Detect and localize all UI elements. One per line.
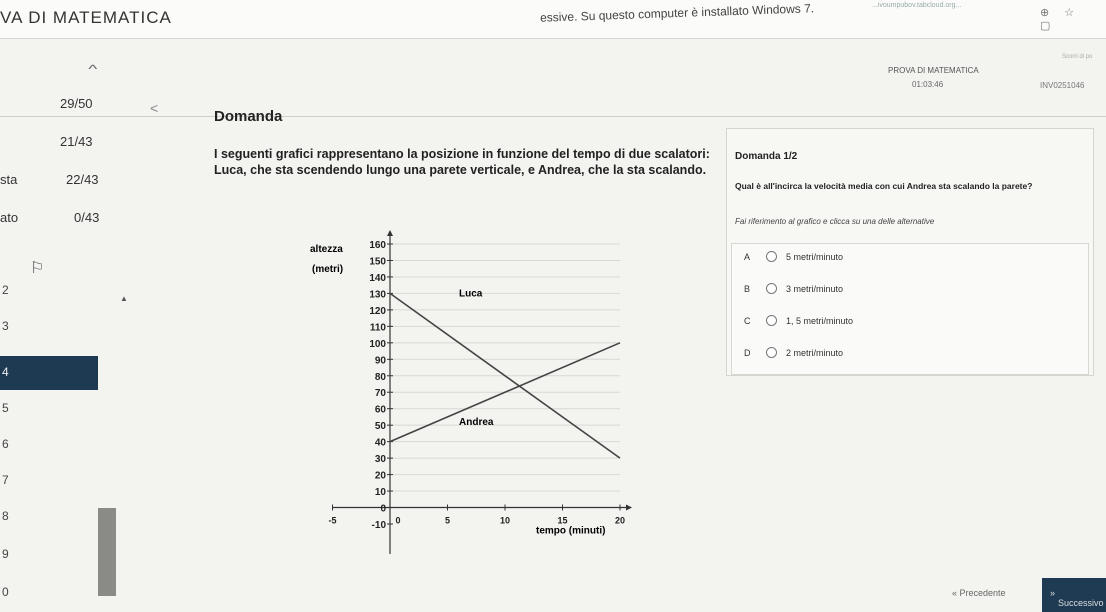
series-label-luca: Luca — [459, 288, 483, 300]
question-nav-item-active[interactable]: 4 — [0, 356, 98, 390]
y-tick-label: 40 — [374, 437, 386, 449]
option-d[interactable]: D 2 metri/minuto — [744, 348, 844, 358]
y-tick-label: 20 — [374, 470, 386, 482]
option-c[interactable]: C 1, 5 metri/minuto — [744, 316, 854, 326]
app-title: VA DI MATEMATICA — [0, 8, 172, 27]
y-tick-label: 0 — [380, 503, 386, 515]
stat-row — [0, 164, 140, 202]
question-area — [200, 100, 720, 610]
position-time-chart — [310, 228, 640, 568]
question-text: I seguenti grafici rappresentano la posizione in funzione del tempo di due scalatori: Luca, che sta scendendo lungo una parete verticale, e Andrea, che la sta scalando. — [214, 147, 710, 177]
chevron-left-icon[interactable]: < — [150, 100, 159, 116]
question-title: Domanda — [214, 108, 283, 125]
y-axis-label: altezza — [310, 244, 343, 255]
x-axis-arrow — [626, 505, 632, 511]
chart-ticks — [328, 240, 625, 531]
x-axis-label: tempo (minuti) — [536, 525, 606, 537]
x-tick-label: 15 — [557, 515, 568, 526]
question-nav-item[interactable]: 8 — [2, 509, 9, 523]
answer-options — [731, 243, 1089, 375]
exam-name: PROVA DI MATEMATICA — [888, 66, 979, 75]
exam-timer: 01:03:46 — [912, 80, 944, 89]
x-tick-label: -5 — [328, 515, 337, 526]
scroll-hint: Scorri di po — [1062, 54, 1093, 60]
y-tick-label: 160 — [369, 240, 386, 251]
series-label-andrea: Andrea — [459, 417, 494, 429]
sidebar-scrollbar[interactable] — [98, 508, 116, 596]
system-notice: essive. Su questo computer è installato Windows 7. — [539, 1, 815, 25]
chevron-up-small-icon[interactable]: ▲ — [120, 294, 128, 303]
exam-user: INV0251046 — [1040, 81, 1085, 90]
stat-row — [0, 88, 140, 126]
y-tick-label: 140 — [369, 272, 386, 284]
radio-icon[interactable] — [766, 347, 777, 358]
y-tick-label: 60 — [374, 404, 386, 416]
x-tick-label: 10 — [499, 515, 511, 526]
radio-icon[interactable] — [766, 251, 777, 262]
y-tick-label: 70 — [374, 388, 386, 400]
y-tick-label: 110 — [369, 322, 386, 334]
stat-row — [0, 202, 140, 240]
y-axis-arrow — [387, 230, 393, 236]
y-tick-label: -10 — [371, 520, 386, 531]
top-bar — [0, 0, 1106, 39]
option-a[interactable]: A 5 metri/minuto — [744, 252, 844, 262]
zoom-icon[interactable]: ⊕ — [1040, 7, 1050, 19]
y-tick-label: 120 — [369, 305, 386, 317]
stat-value: 21/43 — [60, 134, 93, 149]
y-tick-label: 10 — [374, 487, 386, 499]
panel-hint: Fai riferimento al grafico e clicca su una delle alternative — [735, 217, 935, 226]
stat-row — [0, 126, 140, 164]
question-nav-item[interactable]: 7 — [2, 473, 9, 487]
navigation-bar — [720, 578, 1106, 612]
question-nav-item[interactable]: 3 — [2, 319, 9, 333]
y-tick-label: 100 — [369, 338, 386, 350]
option-b[interactable]: B 3 metri/minuto — [744, 284, 844, 294]
sidebar — [0, 88, 140, 612]
next-button[interactable]: » Successivo — [1042, 578, 1106, 612]
stat-label: ato — [0, 210, 19, 225]
stat-value: 29/50 — [60, 96, 93, 111]
previous-button[interactable]: « Precedente — [952, 588, 1006, 598]
stat-label: sta — [0, 172, 18, 187]
chevron-up-icon[interactable]: ^ — [88, 62, 98, 76]
y-tick-label: 50 — [374, 421, 386, 433]
y-axis-label-unit: (metri) — [312, 264, 344, 275]
x-tick-label: 0 — [395, 515, 401, 526]
question-nav-item[interactable]: 9 — [2, 547, 9, 561]
panel-question: Qual è all'incirca la velocità media con cui Andrea sta scalando la parete? — [735, 181, 1033, 191]
star-icon[interactable]: ☆ — [1064, 7, 1075, 19]
panel-title: Domanda 1/2 — [735, 151, 798, 162]
stat-value: 0/43 — [74, 210, 100, 225]
stat-value: 22/43 — [66, 172, 99, 187]
y-tick-label: 30 — [374, 454, 386, 466]
browser-toolbar — [1040, 6, 1106, 32]
question-nav-item[interactable]: 2 — [2, 283, 9, 297]
radio-icon[interactable] — [766, 315, 777, 326]
window-icon[interactable]: ▢ — [1040, 20, 1051, 32]
question-nav-item[interactable]: 6 — [2, 437, 9, 451]
answer-panel — [726, 128, 1094, 376]
y-tick-label: 130 — [369, 289, 386, 301]
browser-url[interactable]: ...ivoumpubov.tabcloud.org... — [872, 2, 962, 9]
question-nav-item[interactable]: 0 — [2, 585, 9, 599]
flag-icon[interactable]: ⚐ — [30, 260, 45, 277]
x-tick-label: 20 — [614, 515, 626, 526]
x-tick-label: 5 — [444, 515, 451, 526]
radio-icon[interactable] — [766, 283, 777, 294]
question-nav-item[interactable]: 5 — [2, 401, 9, 415]
y-tick-label: 150 — [369, 256, 386, 268]
y-tick-label: 80 — [374, 371, 386, 383]
y-tick-label: 90 — [374, 355, 386, 367]
